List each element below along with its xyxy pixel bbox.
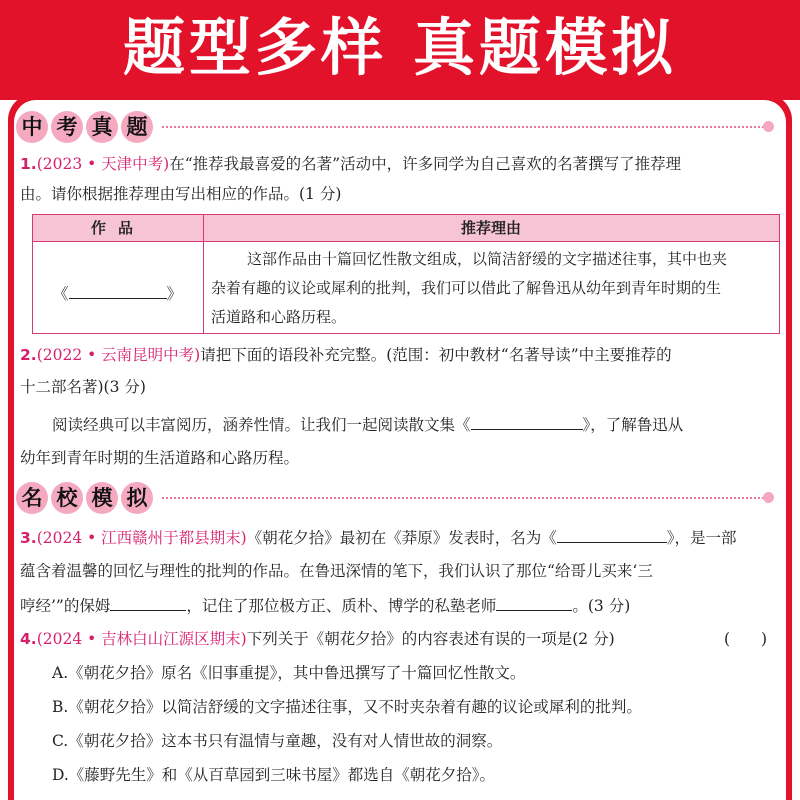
dotted-divider — [162, 497, 772, 499]
q3-text: ，记住了那位极方正、质朴、博学的私塾老师 — [186, 597, 497, 615]
q4-option-a[interactable]: A.《朝花夕拾》原名《旧事重提》，其中鲁迅撰写了十篇回忆性散文。 — [52, 664, 526, 682]
section-badge-char: 校 — [51, 482, 83, 514]
q4-number: 4. — [20, 630, 37, 648]
q1-text: 由。请你根据推荐理由写出相应的作品。(1 分) — [20, 185, 342, 203]
q3-text: 。(3 分) — [572, 597, 631, 615]
banner-title-part2: 真题模拟 — [413, 11, 678, 84]
q2-line4 — [20, 447, 790, 469]
table-header — [33, 215, 779, 242]
q4-option-c[interactable]: C.《朝花夕拾》这本书只有温情与童趣，没有对人情世故的洞察。 — [52, 732, 503, 750]
q2-number: 2. — [20, 346, 37, 364]
reason-line: 杂着有趣的议论或犀利的批判，我们可以借此了解鲁迅从幼年到青年时期的生 — [211, 279, 722, 297]
banner-title — [0, 0, 800, 100]
q4-option-b[interactable]: B.《朝花夕拾》以简洁舒缓的文字描述往事，又不时夹杂着有趣的议论或犀利的批判。 — [52, 698, 642, 716]
q2-line3 — [52, 413, 800, 436]
section-badge-char: 真 — [86, 111, 118, 143]
q4-source: (2024 • 吉林白山江源区期末) — [36, 630, 247, 648]
q4-text: 下列关于《朝花夕拾》的内容表述有误的一项是(2 分) — [246, 630, 615, 648]
q2-text: 阅读经典可以丰富阅历，涵养性情。让我们一起阅读散文集《 — [52, 416, 471, 434]
answer-blank[interactable] — [496, 594, 572, 611]
section-badge-char: 名 — [16, 482, 48, 514]
q2-line2 — [20, 376, 790, 398]
section-badge-char: 拟 — [121, 482, 153, 514]
q4-option-d[interactable]: D.《藤野先生》和《从百草园到三味书屋》都选自《朝花夕拾》。 — [52, 766, 496, 784]
q2-text: 十二部名著)(3 分) — [20, 378, 146, 396]
section-badge-char: 题 — [121, 111, 153, 143]
section-header-zhongkao — [16, 111, 780, 147]
q1-text: 在“推荐我最喜爱的名著”活动中，许多同学为自己喜欢的名著撰写了推荐理 — [169, 155, 682, 173]
bracket-open: 《 — [53, 285, 69, 303]
answer-blank[interactable] — [69, 282, 167, 299]
table-divider — [203, 215, 204, 333]
q3-line2 — [20, 560, 790, 582]
recommendation-table — [32, 214, 780, 334]
table-work-cell — [53, 282, 182, 304]
q3-number: 3. — [20, 529, 37, 547]
q1-line2 — [20, 183, 790, 205]
reason-line: 活道路和心路历程。 — [211, 308, 347, 326]
banner-title-part1: 题型多样 — [122, 11, 387, 84]
q2-source: (2022 • 云南昆明中考) — [36, 346, 201, 364]
answer-blank[interactable] — [110, 594, 186, 611]
divider-end-dot — [763, 121, 774, 132]
section-badge-char: 考 — [51, 111, 83, 143]
q3-text: 哼经’”的保姆 — [20, 597, 111, 615]
reason-line: 这部作品由十篇回忆性散文组成，以简洁舒缓的文字描述往事，其中也夹 — [247, 250, 728, 268]
answer-blank[interactable] — [471, 413, 583, 430]
q3-text: 蕴含着温馨的回忆与理性的批判的作品。在鲁迅深情的笔下，我们认识了那位“给哥儿买来‘三 — [20, 562, 653, 580]
table-header-work: 作品 — [90, 219, 145, 237]
q3-text: 》，是一部 — [666, 529, 737, 547]
q4-stem — [20, 628, 790, 650]
section-badge-char: 模 — [86, 482, 118, 514]
q2-text: 》，了解鲁迅从 — [582, 416, 684, 434]
section-badge-char: 中 — [16, 111, 48, 143]
q3-text: 《朝花夕拾》最初在《莽原》发表时，名为《 — [246, 529, 557, 547]
q3-line1 — [20, 526, 790, 549]
q2-text: 请把下面的语段补充完整。(范围：初中教材“名著导读”中主要推荐的 — [200, 346, 672, 364]
q4-answer-paren[interactable]: ( ) — [724, 630, 768, 648]
table-reason-cell — [211, 245, 777, 332]
section-header-mingxiao — [16, 482, 780, 518]
dotted-divider — [162, 126, 772, 128]
q2-line1 — [20, 344, 790, 366]
q1-line1 — [20, 153, 790, 175]
q1-source: (2023 • 天津中考) — [36, 155, 170, 173]
q1-number: 1. — [20, 155, 37, 173]
q3-line3 — [20, 594, 790, 617]
divider-end-dot — [763, 492, 774, 503]
q3-source: (2024 • 江西赣州于都县期末) — [36, 529, 247, 547]
bracket-close: 》 — [166, 285, 183, 303]
q2-text: 幼年到青年时期的生活道路和心路历程。 — [20, 449, 300, 467]
table-header-reason: 推荐理由 — [460, 219, 521, 237]
answer-blank[interactable] — [557, 526, 667, 543]
